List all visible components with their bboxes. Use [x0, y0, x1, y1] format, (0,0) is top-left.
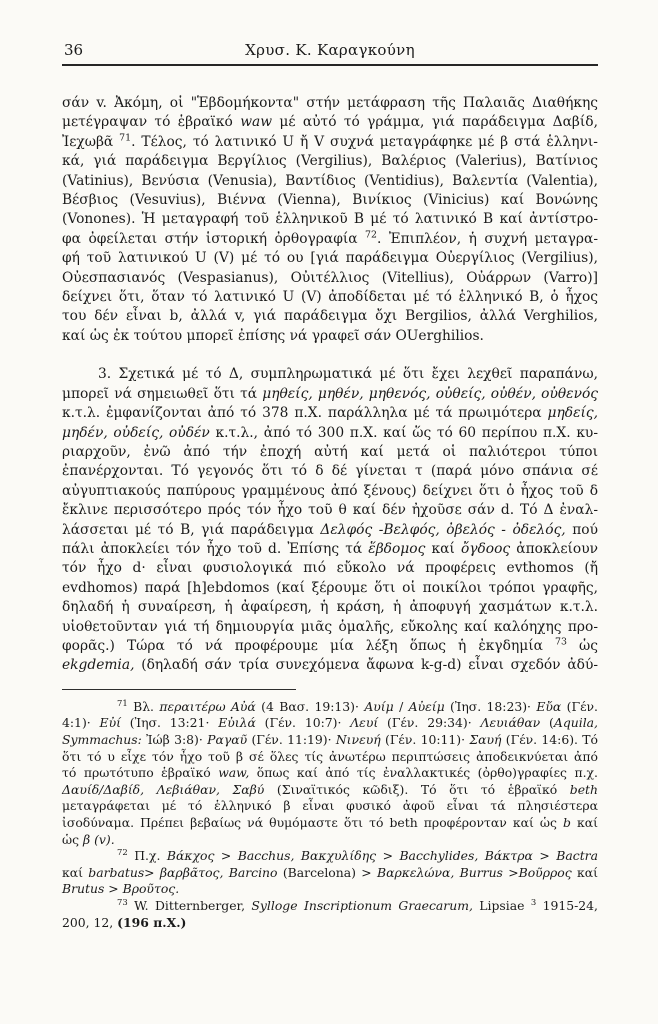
text-line — [62, 865, 598, 882]
text-segment: . Τέλος, τό λατινικό U ἤ V συχνά μεταγράφηκε μέ β στά ἑλληνι- — [131, 133, 598, 150]
text-segment: (Γέν. 29:34)· — [378, 715, 481, 731]
text-segment: Brutus > Βροῦτος. — [62, 881, 180, 897]
text-line — [62, 848, 598, 865]
text-line — [62, 133, 598, 152]
paragraph-1 — [62, 94, 598, 346]
header-rule — [62, 64, 598, 66]
text-segment: 200, 12, — [62, 914, 118, 930]
text-line — [62, 172, 598, 191]
text-segment: (Ἰησ. 18:23)· — [444, 698, 537, 714]
text-segment: ὅπως καί ἀπό τίς ἐναλλακτικές (ὀρθο)γραφίες π.χ. — [249, 765, 598, 781]
text-line — [62, 540, 598, 559]
text-line — [62, 385, 598, 404]
text-line — [62, 598, 598, 617]
text-segment: ( — [540, 715, 554, 731]
text-segment: (Γέν. — [561, 698, 598, 714]
text-segment: (Σιναϊτικός κῶδιξ). Τό ὅτι τό ἑβραϊκό — [264, 781, 570, 797]
text-line — [62, 94, 598, 113]
text-line — [62, 113, 598, 132]
text-segment: Εὔα — [536, 698, 562, 714]
text-segment: W. Ditternberger, — [127, 897, 252, 913]
text-segment: beth — [569, 781, 599, 797]
text-line — [62, 482, 598, 501]
text-segment: Λευί — [350, 715, 379, 731]
text-segment: 4:1)· — [62, 715, 100, 731]
text-segment: μηδείς, — [547, 405, 598, 422]
text-segment: . Ἐπιπλέον, ἡ συχνή μεταγρα- — [376, 230, 598, 247]
text-line — [62, 579, 598, 598]
text-segment: (Barcelona) > — [277, 864, 377, 880]
text-line — [62, 798, 598, 815]
text-line — [62, 152, 598, 171]
text-line — [62, 210, 598, 229]
text-line — [62, 782, 598, 799]
text-segment: Π.χ. — [127, 848, 167, 864]
text-segment: τό πρωτότυπο ἑβραϊκό — [62, 765, 219, 781]
text-segment: μέ αὐτό τό γράμμα, γιά παράδειγμα Δαβίδ, — [272, 114, 598, 131]
text-segment: barbatus> βαρβᾶτος, Barcino — [88, 864, 278, 880]
text-segment: 3. Σχετικά μέ τό Δ, συμπληρωματικά μέ ὅτι ἔχει λεχθεῖ παραπάνω, — [98, 366, 598, 383]
text-line — [62, 249, 598, 268]
text-segment: κ.τ.λ. ἐμφανίζονται ἀπό τό 378 π.Χ. παράλληλα μέ τά πρωιμότερα — [62, 405, 548, 422]
text-segment: τόν ἦχο d· εἶναι φυσιολογικά πιό εὔκολο νά προφέρεις evthomos (ἤ — [62, 560, 598, 577]
text-segment: ἕβδομος — [368, 540, 426, 557]
text-line — [62, 715, 598, 732]
text-line — [62, 915, 598, 932]
text-segment: Ἰώβ 3:8)· — [141, 731, 208, 747]
text-segment: (Γέν. 10:7)· — [255, 715, 351, 731]
text-segment: κ.τ.λ., ἀπό τό 300 π.Χ. καί ὥς τό 60 περίπου π.Χ. κυ- — [209, 424, 598, 441]
text-line — [62, 501, 598, 520]
text-segment: Νινευή — [335, 731, 381, 747]
paragraph-2 — [62, 365, 598, 676]
text-segment: μετέγραψαν τό ἑβραϊκό — [62, 114, 241, 131]
text-segment: (196 π.Χ.) — [117, 914, 187, 930]
text-segment: (Vonones). Ἡ μεταγραφή τοῦ ἑλληνικοῦ Β μέ τό λατινικό Β καί ἀντίστρο- — [62, 211, 598, 228]
text-line — [62, 815, 598, 832]
text-line — [62, 656, 598, 675]
text-segment: αὐγυπτιακούς παπύρους γραμμένους ἀπό ξένους) δείχνει ὅτι ὁ ἦχος τοῦ δ — [62, 482, 598, 499]
text-segment: (4 Βασ. 19:13)· — [255, 698, 365, 714]
text-segment: πού — [565, 521, 598, 538]
text-segment: Βάκχος > Bacchus, Βακχυλίδης > Bacchylides, Βάκτρα > Bactra — [166, 848, 598, 864]
text-segment: Aquila, — [553, 715, 598, 731]
text-segment: ὅτι τό υ εἶχε τόν ἦχο τοῦ β σέ ὅλες τίς ἀνωτέρω περιπτώσεις ἀποδεικνύεται ἀπό — [62, 748, 598, 764]
text-line — [62, 327, 598, 346]
text-segment: Βαρκελώνα, Burrus >Βοῦρρος — [377, 864, 572, 880]
page-number: 36 — [64, 41, 84, 59]
text-line — [62, 732, 598, 749]
text-segment: ριαρχοῦν, ἐνῶ ἀπό τήν ἐποχή αὐτή καί μετά οἱ παλιότεροι τύποι — [62, 443, 598, 460]
text-segment: Εὐιλά — [218, 715, 256, 731]
text-line — [62, 462, 598, 481]
text-segment: (Γέν. 14:6). Τό — [501, 731, 598, 747]
text-segment: φα ὀφείλεται στήν ἱστορική ὀρθογραφία — [62, 230, 366, 247]
footnote-71 — [62, 699, 598, 848]
text-line — [62, 699, 598, 716]
text-line — [62, 881, 598, 898]
text-segment: Δελφός -Βελφός, ὀβελός - ὀδελός, — [320, 521, 566, 538]
page-body — [62, 94, 598, 676]
text-line — [62, 230, 598, 249]
text-segment: Ἰεχωβᾶ — [62, 133, 120, 150]
text-segment: καί — [570, 814, 598, 830]
text-segment: του δέν εἶναι b, ἀλλά v, γιά παράδειγμα ὄχι Bergilios, ἀλλά Verghilios, — [62, 308, 598, 325]
footnote-72 — [62, 848, 598, 898]
footnote-marker: 71 — [117, 697, 128, 708]
text-segment: Αυίμ — [364, 698, 394, 714]
text-segment: Lipsiae — [472, 897, 531, 913]
text-segment: Εὐί — [99, 715, 121, 731]
text-segment: Λευιάθαν — [480, 715, 541, 731]
text-line — [62, 618, 598, 637]
text-segment: δείχνει ὅτι, ὅταν τό λατινικό U (V) ἀποδίδεται μέ τό ἑλληνικό Β, ὁ ἦχος — [62, 289, 598, 306]
text-segment: waw, — [218, 765, 250, 781]
text-line — [62, 559, 598, 578]
footnote-marker: 72 — [365, 229, 377, 241]
text-segment: μεταγράφεται μέ τό ἑλληνικό β εἶναι φυσικό ἀφοῦ εἶναι τά πλησιέστερα — [62, 798, 598, 814]
text-segment: (Vatinius), Βενύσια (Venusia), Βαντίδιος (Ventidius), Βαλεντία (Valentia), — [62, 172, 598, 189]
text-segment: 1915-24, — [536, 897, 598, 913]
text-segment: πάλι ἀποκλείει τόν ἦχο τοῦ d. Ἐπίσης τά — [62, 540, 369, 557]
text-line — [62, 191, 598, 210]
page-header — [62, 38, 598, 59]
text-segment: ἐπανέρχονται. Τό γεγονός ὅτι τό δ δέ γίνεται τ (παρά μόνο σπάνια σέ — [62, 463, 598, 480]
text-segment: ὡς — [62, 831, 83, 847]
text-line — [62, 443, 598, 462]
footnote-marker: 73 — [555, 636, 567, 648]
text-segment: Δαυίδ/Δαβίδ, Λεβιάθαν, Σαβύ — [62, 781, 265, 797]
text-segment: καί ὡς ἐκ τούτου μπορεῖ ἐπίσης νά γραφεῖ σάν OUerghilios. — [62, 327, 484, 344]
text-segment: Οὐεσπασιανός (Vespasianus), Οὐιτέλλιος (Vitellius), Οὐάρρων (Varro)] — [62, 269, 598, 286]
text-segment: waw — [240, 114, 273, 131]
text-segment: καί — [62, 864, 89, 880]
text-line — [62, 269, 598, 288]
text-segment: φή τοῦ λατινικού U (V) μέ τό ου [γιά παράδειγμα Οὐεργίλιος (Vergilius), — [62, 250, 598, 267]
running-title: Χρυσ. Κ. Καραγκούνη — [245, 41, 415, 59]
text-segment: b — [563, 814, 571, 830]
text-segment: ὡς — [566, 637, 598, 654]
footnote-73 — [62, 898, 598, 931]
text-segment: φορᾶς.) Τώρα τό νά προφέρουμε μία λέξη ὅπως ἡ ἐκγδημία — [62, 637, 555, 654]
text-segment: λάσσεται μέ τό Β, γιά παράδειγμα — [62, 521, 321, 538]
text-segment: περαιτέρω Αὐά — [159, 698, 256, 714]
text-line — [62, 288, 598, 307]
text-segment: Symmachus: — [62, 731, 142, 747]
text-segment: υἱοθετοῦνταν γιά τή δημιουργία μιᾶς ὁμαλῆς, εὔκολης καί καλόηχης προ- — [62, 618, 598, 635]
text-segment: / — [393, 698, 409, 714]
text-segment: δηλαδή ἡ συναίρεση, ἡ ἀφαίρεση, ἡ κράση, ἡ ἀποφυγή χασμάτων κ.τ.λ. — [62, 599, 598, 616]
text-segment: Βέσβιος (Vesuvius), Βιέννα (Vienna), Βινίκιος (Vinicius) καί Βονώνης — [62, 192, 598, 209]
text-segment: Βλ. — [127, 698, 160, 714]
text-segment: σάν v. Ἀκόμη, οἱ "Ἑβδομήκοντα" στήν μετάφραση τῆς Παλαιᾶς Διαθήκης — [62, 95, 598, 111]
text-line — [62, 749, 598, 766]
text-line — [62, 365, 598, 384]
text-segment: Σαυή — [469, 731, 502, 747]
footnote-marker: 72 — [117, 847, 128, 857]
text-segment: ἰσοδύναμα. Πρέπει βεβαίως νά θυμόμαστε ὅτι τό beth προφέρονταν καί ὡς — [62, 814, 564, 830]
text-segment: evdhomos) παρά [h]ebdomos (καί ξέρουμε ὅτι οἱ ποικίλοι τρόποι γραφῆς, — [62, 579, 598, 596]
text-segment: ekgdemia, — [62, 657, 135, 674]
text-segment: μηδέν, οὐδείς, οὐδέν — [62, 424, 210, 441]
text-segment: μηθείς, μηθέν, μηθενός, οὐθείς, οὐθέν, οὐθενός — [262, 385, 598, 402]
text-line — [62, 898, 598, 915]
text-segment: Αὐείμ — [408, 698, 445, 714]
footnote-marker: 71 — [119, 132, 132, 144]
text-line — [62, 832, 598, 849]
text-segment: μπορεῖ νά σημειωθεῖ ὅτι τά — [62, 385, 263, 402]
text-line — [62, 765, 598, 782]
text-line — [62, 424, 598, 443]
text-segment: ὄγδοος — [460, 540, 511, 557]
footnotes-section — [62, 689, 598, 931]
text-segment: β (v). — [82, 831, 115, 847]
text-segment: ἀποκλείουν — [510, 540, 598, 557]
text-segment: ἔκλινε περισσότερο πρός τόν ἦχο τοῦ θ καί δέν ἠχοῦσε σάν d. Τό Δ ἐναλ- — [62, 502, 598, 519]
text-segment: (Ἰησ. 13:21· — [120, 715, 219, 731]
text-line — [62, 404, 598, 423]
text-segment: καί — [425, 540, 461, 557]
text-segment: (Γέν. 11:19)· — [247, 731, 336, 747]
text-line — [62, 521, 598, 540]
text-segment: καί — [571, 864, 598, 880]
footnote-separator-rule — [62, 689, 296, 690]
text-line — [62, 307, 598, 326]
text-segment: (Γέν. 10:11)· — [380, 731, 470, 747]
text-segment: (δηλαδή σάν τρία συνεχόμενα ἄφωνα k-g-d) εἶναι σχεδόν ἀδύ- — [134, 657, 598, 674]
footnote-marker: 73 — [117, 896, 128, 907]
footnote-marker: 3 — [530, 896, 537, 907]
text-segment: Sylloge Inscriptionum Graecarum, — [251, 897, 473, 913]
text-line — [62, 637, 598, 656]
text-segment: κά, γιά παράδειγμα Βεργίλιος (Vergilius), Βαλέριος (Valerius), Βατίνιος — [62, 153, 598, 170]
text-segment: Ραγαῦ — [207, 731, 248, 747]
